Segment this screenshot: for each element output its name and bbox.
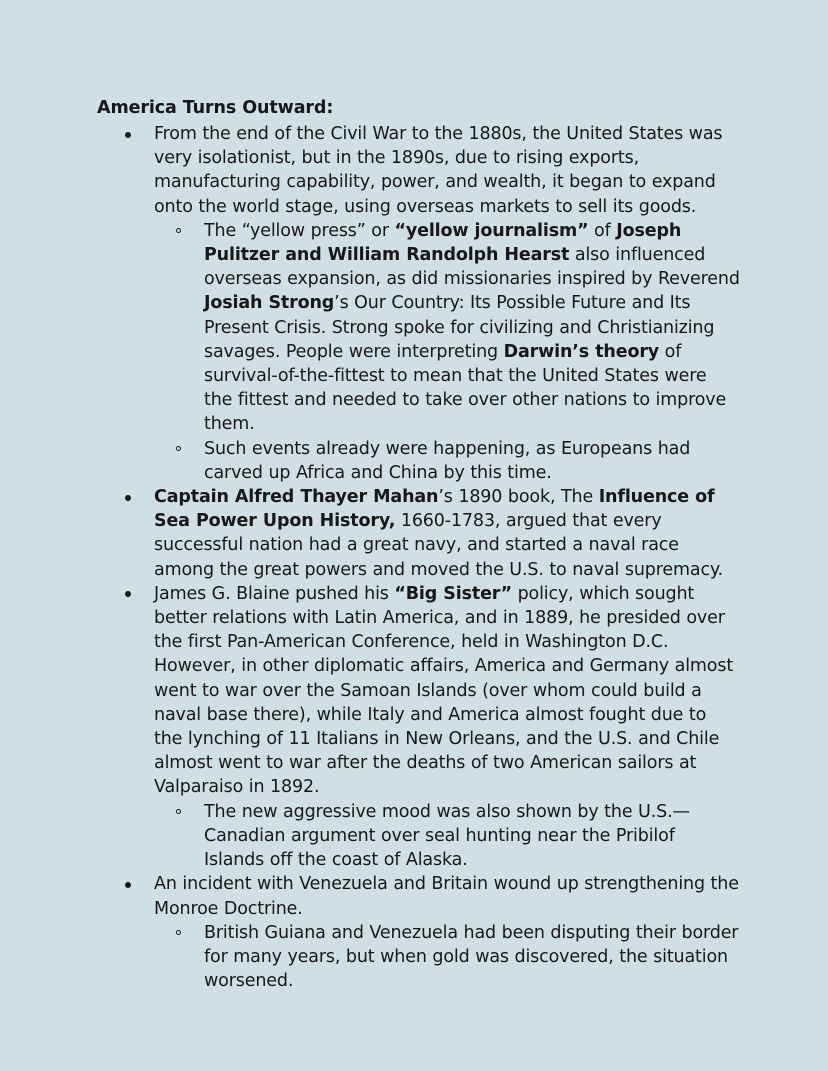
bullet-list-level-1 [97,582,740,872]
page-title: America Turns Outward: [97,98,334,118]
list-item [176,800,740,873]
body-text: of [588,220,617,241]
list-item-text [204,219,740,437]
body-text: ’s 1890 book, The [438,487,599,508]
body-text: also influenced overseas expansion, as did missionaries inspired by Reverend [204,245,740,290]
body-text: The new aggressive mood was also shown by the U.S.—Canadian argument over seal hunting near the Pribilof Islands off the coast of Alaska. [204,801,690,871]
list-item [125,485,740,582]
body-text: An incident with Venezuela and Britain wound up strengthening the Monroe Doctrine. [154,874,739,919]
list-item [125,122,740,485]
bullet-list-level-1 [97,872,740,993]
bullet-list-level-2 [176,219,740,485]
emphasis-text: “Big Sister” [394,583,512,604]
list-item-text [154,485,740,582]
body-text: policy, which sought better relations with Latin America, and in 1889, he presided over the first Pan-American Conference, held in Washington D.C. However, in other diplomatic affairs, America and Germany almost went to war over the Samoan Islands (over whom could build a naval base there), while Italy and America almost fought due to the lynching of 11 Italians in New Orleans, and the U.S. and Chile almost went to war after the deaths of two American sailors at Valparaiso in 1892. [154,583,734,798]
list-item-text [204,800,740,873]
body-text: British Guiana and Venezuela had been disputing their border for many years, but when gold was discovered, the situation worsened. [204,922,739,992]
list-item-text [204,437,740,485]
outline-list-root [97,122,740,993]
list-item-text [204,921,740,994]
body-text: The “yellow press” or [204,220,395,241]
bullet-list-level-1 [97,485,740,582]
list-item-text [154,582,740,800]
emphasis-text: Captain Alfred Thayer Mahan [154,487,439,508]
list-item-text [154,122,740,219]
emphasis-text: Josiah Strong [204,293,335,314]
list-item [176,921,740,994]
body-text: of survival-of-the-fittest to mean that the United States were the fittest and needed to take over other nations to improve them. [204,341,727,435]
body-text: James G. Blaine pushed his [154,583,395,604]
list-item [125,582,740,872]
bullet-list-level-1 [97,122,740,485]
list-item-text [154,872,740,920]
list-item [176,219,740,437]
emphasis-text: Joseph Pulitzer and William Randolph Hearst [204,220,682,266]
body-text: Such events already were happening, as Europeans had carved up Africa and China by this time. [204,438,691,483]
emphasis-text: Influence of Sea Power Upon History, [154,487,715,532]
emphasis-text: Darwin’s theory [503,341,660,362]
bullet-list-level-2 [176,921,740,994]
bullet-list-level-2 [176,800,740,873]
body-text: From the end of the Civil War to the 1880s, the United States was very isolationist, but in the 1890s, due to rising exports, manufacturing capability, power, and wealth, it began to expand onto the world stage, using overseas markets to sell its goods. [154,124,723,217]
body-text: 1660-1783, argued that every successful nation had a great navy, and started a naval race among the great powers and moved the U.S. to naval supremacy. [154,511,724,580]
list-item [125,872,740,993]
emphasis-text: “yellow journalism” [394,220,589,241]
list-item [176,437,740,485]
body-text: ’s Our Country: Its Possible Future and Its Present Crisis. Strong spoke for civilizing and Christianizing savages. People were interpreting [204,293,715,362]
